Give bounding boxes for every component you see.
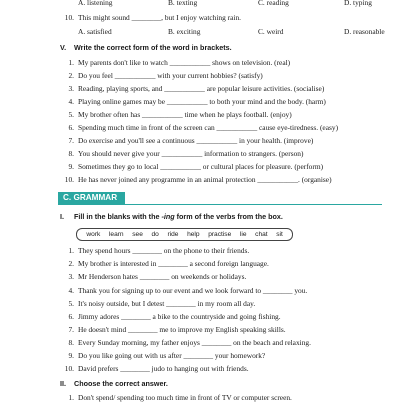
word-box-item: chat (255, 231, 268, 238)
option-d[interactable]: D. reasonable (344, 27, 385, 36)
item-text: My brother often has ___________ time when he plays football. (enjoy) (78, 110, 292, 119)
item-text: He doesn't mind ________ me to improve my English speaking skills. (78, 325, 286, 334)
item-text: Do you feel ___________ with your current hobbies? (satisfy) (78, 71, 263, 80)
item-number: 1. (68, 393, 74, 402)
item-number: 2. (68, 259, 74, 268)
question-item (60, 299, 382, 308)
option-a[interactable]: A. listening (78, 0, 113, 7)
item-number: 4. (68, 97, 74, 106)
item-text: My brother is interested in ________ a second foreign language. (78, 259, 269, 268)
section-number: I. (60, 212, 64, 221)
item-number: 3. (68, 84, 74, 93)
question-item (60, 162, 382, 171)
item-text: Every Sunday morning, my father enjoys ________ on the beach and relaxing. (78, 338, 311, 347)
word-box-item: see (132, 231, 143, 238)
question-item (60, 71, 382, 80)
item-text: Spending much time in front of the screen can ___________ cause eye-tiredness. (easy) (78, 123, 339, 132)
option-d[interactable]: D. typing (344, 0, 372, 7)
item-number: 8. (68, 149, 74, 158)
instruction-text-end: form of the verbs from the box. (174, 212, 283, 221)
word-box-item: ride (167, 231, 179, 238)
section-title: C. GRAMMAR (58, 192, 125, 204)
grammar-section-header (58, 192, 382, 205)
item-text: Thank you for signing up to our event and we look forward to ________ you. (78, 286, 308, 295)
question-item (60, 149, 382, 158)
item-text: Sometimes they go to local ___________ or cultural places for pleasure. (perform) (78, 162, 324, 171)
question-item (60, 97, 382, 106)
section-i-instruction (60, 212, 283, 221)
item-number: 4. (68, 286, 74, 295)
section-number: II. (60, 379, 66, 388)
question-item (60, 84, 382, 93)
item-text: Do you like going out with us after ________ your homework? (78, 351, 266, 360)
option-b[interactable]: B. texting (168, 0, 198, 7)
question-item (60, 175, 382, 184)
item-number: 1. (68, 58, 74, 67)
question-item (60, 338, 382, 347)
item-number: 7. (68, 136, 74, 145)
item-number: 9. (68, 351, 74, 360)
word-box-item: practise (208, 231, 232, 238)
item-text: Jimmy adores ________ a bike to the countryside and going fishing. (78, 312, 281, 321)
question-item-10 (60, 13, 382, 22)
item-number: 10. (64, 364, 74, 373)
item-text: This might sound ________, but I enjoy watching rain. (78, 13, 241, 22)
word-box-item: work (86, 231, 101, 238)
item-number: 9. (68, 162, 74, 171)
question-item (60, 272, 382, 281)
option-b[interactable]: B. exciting (168, 27, 201, 36)
word-box-item: sit (276, 231, 283, 238)
item-number: 10. (64, 13, 74, 22)
item-number: 6. (68, 123, 74, 132)
section-v-instruction (60, 43, 232, 52)
item-text: Do exercise and you'll see a continuous ___________ in your health. (improve) (78, 136, 314, 145)
word-box-item: lie (239, 231, 247, 238)
word-box-item: help (187, 231, 200, 238)
question-item (60, 259, 382, 268)
item-number: 7. (68, 325, 74, 334)
question-item (60, 246, 382, 255)
item-text: They spend hours ________ on the phone to their friends. (78, 246, 250, 255)
question-item (60, 364, 382, 373)
question-item (60, 110, 382, 119)
question-item (60, 325, 382, 334)
word-box-item: learn (108, 231, 124, 238)
item-number: 3. (68, 272, 74, 281)
item-text: David prefers ________ judo to hanging out with friends. (78, 364, 249, 373)
item-text: My parents don't like to watch ___________ shows on television. (real) (78, 58, 291, 67)
item-number: 5. (68, 110, 74, 119)
item-text: It's noisy outside, but I detest ________ in my room all day. (78, 299, 256, 308)
item-number: 2. (68, 71, 74, 80)
instruction-text: Fill in the blanks with the (74, 212, 162, 221)
item-number: 10. (64, 175, 74, 184)
item-number: 5. (68, 299, 74, 308)
item-number: 1. (68, 246, 74, 255)
item-text: Playing online games may be ___________ to both your mind and the body. (harm) (78, 97, 326, 106)
question-item (60, 312, 382, 321)
section-number: V. (60, 43, 67, 52)
question-item (60, 286, 382, 295)
option-c[interactable]: C. reading (258, 0, 289, 7)
instruction-text: Choose the correct answer. (74, 379, 168, 388)
section-ii-instruction (60, 379, 168, 388)
item-text: Don't spend/ spending too much time in front of TV or computer screen. (78, 393, 292, 402)
item-text: You should never give your ___________ information to strangers. (person) (78, 149, 304, 158)
item-number: 8. (68, 338, 74, 347)
question-item (60, 351, 382, 360)
item-text: He has never joined any programme in an animal protection ___________. (organise) (78, 175, 332, 184)
question-item (60, 58, 382, 67)
item-text: Reading, playing sports, and ___________ are popular leisure activities. (socialise) (78, 84, 325, 93)
item-text: Mr Henderson hates ________ on weekends or holidays. (78, 272, 247, 281)
option-a[interactable]: A. satisfied (78, 27, 112, 36)
question-item (60, 393, 382, 402)
word-box-item: do (151, 231, 159, 238)
word-box (76, 228, 293, 241)
item-number: 6. (68, 312, 74, 321)
question-item (60, 123, 382, 132)
instruction-text: Write the correct form of the word in brackets. (74, 43, 232, 52)
instruction-italic: -ing (161, 212, 175, 221)
option-c[interactable]: C. weird (258, 27, 284, 36)
question-item (60, 136, 382, 145)
